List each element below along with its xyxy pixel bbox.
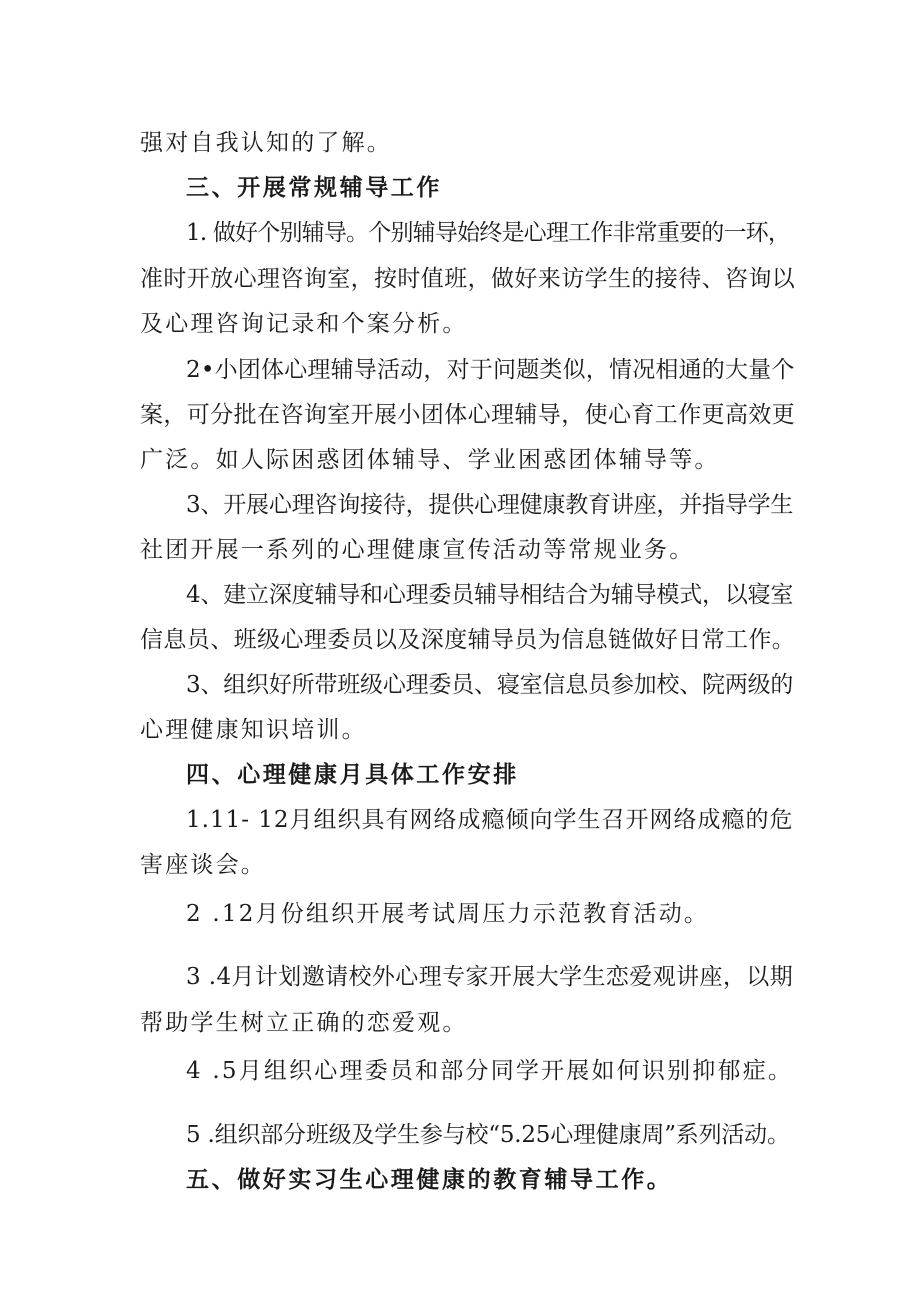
- s4-item1-line1: 1.11- 12月组织具有网络成瘾倾向学生召开网络成瘾的危: [186, 807, 794, 833]
- s4-item3-line1: 3 .4月计划邀请校外心理专家开展大学生恋爱观讲座，以期: [186, 964, 794, 990]
- paragraph-intro-tail: 强对自我认知的了解。: [140, 130, 392, 156]
- s4-item2-line1: 2 .12月份组织开展考试周压力示范教育活动。: [186, 901, 710, 927]
- s3-item2-line3: 广泛。如人际困惑团体辅导、学业困惑团体辅导等。: [140, 447, 720, 473]
- s3-item1-line2: 准时开放心理咨询室，按时值班，做好来访学生的接待、咨询以: [140, 266, 796, 292]
- section-3-heading: 三、开展常规辅导工作: [186, 174, 442, 201]
- s4-item1-line2: 害座谈会。: [140, 852, 266, 878]
- s3-item1-line3: 及心理咨询记录和个案分析。: [140, 311, 468, 337]
- s4-item3-line2: 帮助学生树立正确的恋爱观。: [140, 1010, 468, 1036]
- s3-item5-line1: 3、组织好所带班级心理委员、寝室信息员参加校、院两级的: [186, 672, 794, 698]
- s4-item5-line1: 5 .组织部分班级及学生参与校“5.25心理健康周”系列活动。: [186, 1122, 790, 1148]
- s3-item2-line1: 2•小团体心理辅导活动，对于问题类似，情况相通的大量个: [186, 357, 795, 383]
- s3-item5-line2: 心理健康知识培训。: [140, 717, 367, 743]
- section-5-heading: 五、做好实习生心理健康的教育辅导工作。: [186, 1166, 673, 1193]
- s4-item4-line1: 4 .5月组织心理委员和部分同学开展如何识别抑郁症。: [186, 1058, 794, 1084]
- s3-item3-line1: 3、开展心理咨询接待，提供心理健康教育讲座，并指导学生: [186, 492, 794, 518]
- s3-item4-line2: 信息员、班级心理委员以及深度辅导员为信息链做好日常工作。: [140, 627, 796, 653]
- s3-item1-line1: 1. 做好个别辅导。个别辅导始终是心理工作非常重要的一环，: [186, 220, 791, 246]
- section-4-heading: 四、心理健康月具体工作安排: [186, 761, 519, 788]
- s3-item2-line2: 案，可分批在咨询室开展小团体心理辅导，使心育工作更高效更: [140, 402, 796, 428]
- s3-item3-line2: 社团开展一系列的心理健康宣传活动等常规业务。: [140, 537, 695, 563]
- s3-item4-line1: 4、建立深度辅导和心理委员辅导相结合为辅导模式，以寝室: [186, 582, 794, 608]
